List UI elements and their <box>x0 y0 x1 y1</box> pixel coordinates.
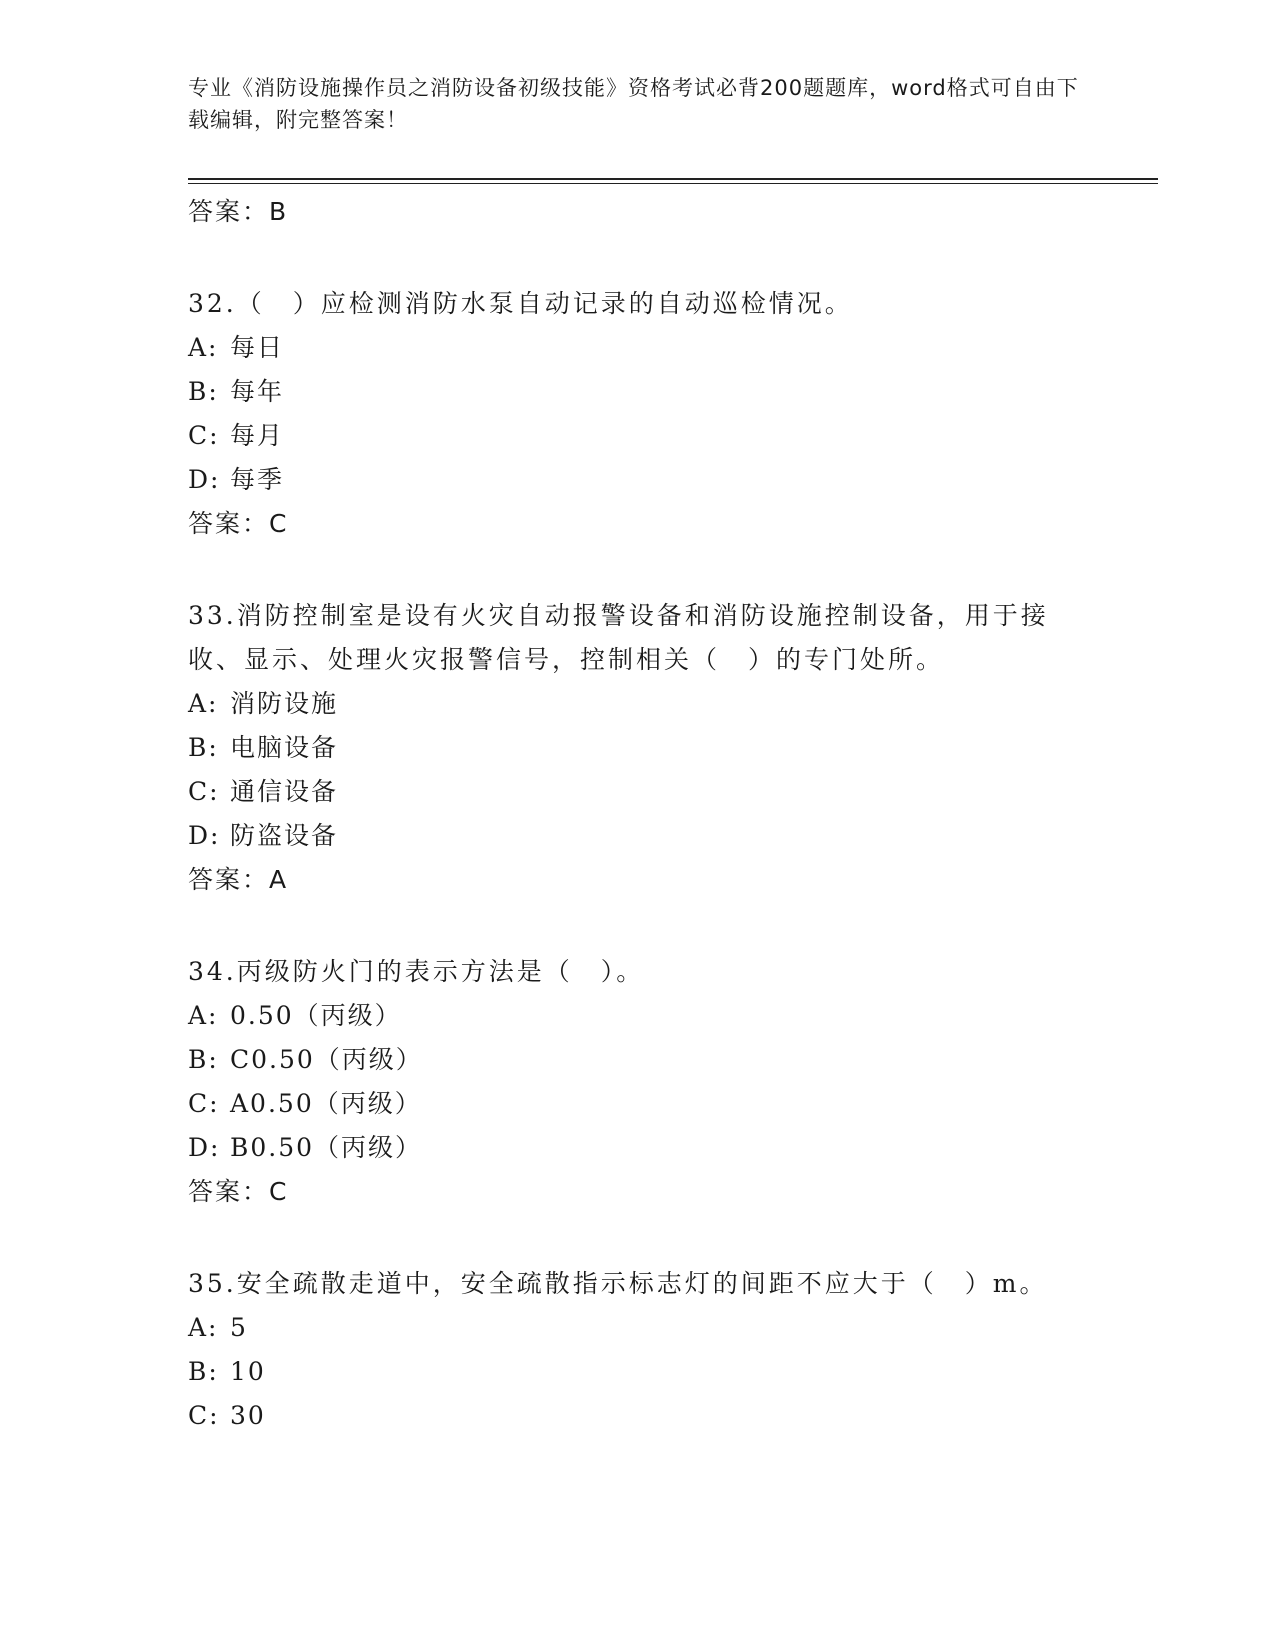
option-text: 每月 <box>230 421 285 450</box>
option-key: C: <box>188 777 220 806</box>
document-header: 专业《消防设施操作员之消防设备初级技能》资格考试必背200题题库，word格式可自由下载编辑，附完整答案！ <box>188 76 1079 132</box>
option-key: A: <box>188 1313 219 1342</box>
option-key: B: <box>188 733 219 762</box>
question-block <box>188 950 1088 1214</box>
option-text: 消防设施 <box>230 689 339 718</box>
option-key: D: <box>188 821 221 850</box>
answer-line: 答案：C <box>188 1177 289 1206</box>
option-a <box>188 1306 1088 1350</box>
option-text: 电脑设备 <box>230 733 339 762</box>
option-text: 30 <box>230 1401 266 1430</box>
option-a <box>188 326 1088 370</box>
option-key: A: <box>188 1001 219 1030</box>
question-text: 34.丙级防火门的表示方法是（ ）。 <box>188 957 645 986</box>
option-key: B: <box>188 1357 219 1386</box>
question-block <box>188 594 1088 902</box>
answer-line: 答案：A <box>188 865 289 894</box>
option-key: B: <box>188 377 219 406</box>
header-rule-thin <box>188 183 1158 184</box>
option-d <box>188 814 1088 858</box>
option-text: 通信设备 <box>230 777 339 806</box>
document-body <box>188 190 1088 1438</box>
option-key: C: <box>188 421 220 450</box>
option-a <box>188 682 1088 726</box>
option-key: B: <box>188 1045 219 1074</box>
option-text: 防盗设备 <box>230 821 339 850</box>
question-block <box>188 282 1088 546</box>
option-c <box>188 1394 1088 1438</box>
option-text: B0.50（丙级） <box>230 1133 423 1162</box>
option-text: 每年 <box>230 377 285 406</box>
option-key: D: <box>188 465 221 494</box>
question-text: 35.安全疏散走道中，安全疏散指示标志灯的间距不应大于（ ）m。 <box>188 1269 1048 1298</box>
option-key: A: <box>188 333 219 362</box>
option-b <box>188 726 1088 770</box>
question-text: 33.消防控制室是设有火灾自动报警设备和消防设施控制设备，用于接收、显示、处理火灾报警信号，控制相关（ ）的专门处所。 <box>188 601 1049 674</box>
option-b <box>188 1038 1088 1082</box>
option-d <box>188 1126 1088 1170</box>
option-key: C: <box>188 1401 220 1430</box>
option-key: C: <box>188 1089 220 1118</box>
option-b <box>188 370 1088 414</box>
option-text: 5 <box>230 1313 248 1342</box>
option-text: C0.50（丙级） <box>230 1045 423 1074</box>
option-key: A: <box>188 689 219 718</box>
option-text: 每日 <box>230 333 285 362</box>
question-text: 32.（ ）应检测消防水泵自动记录的自动巡检情况。 <box>188 289 853 318</box>
option-c <box>188 770 1088 814</box>
option-a <box>188 994 1088 1038</box>
answer-line: 答案：B <box>188 197 289 226</box>
option-text: 每季 <box>230 465 285 494</box>
header-rule-thick <box>188 178 1158 180</box>
answer-line: 答案：C <box>188 509 289 538</box>
option-text: A0.50（丙级） <box>230 1089 422 1118</box>
option-text: 10 <box>230 1357 266 1386</box>
question-block <box>188 1262 1088 1438</box>
option-text: 0.50（丙级） <box>230 1001 402 1030</box>
option-b <box>188 1350 1088 1394</box>
option-c <box>188 1082 1088 1126</box>
option-c <box>188 414 1088 458</box>
option-key: D: <box>188 1133 221 1162</box>
option-d <box>188 458 1088 502</box>
